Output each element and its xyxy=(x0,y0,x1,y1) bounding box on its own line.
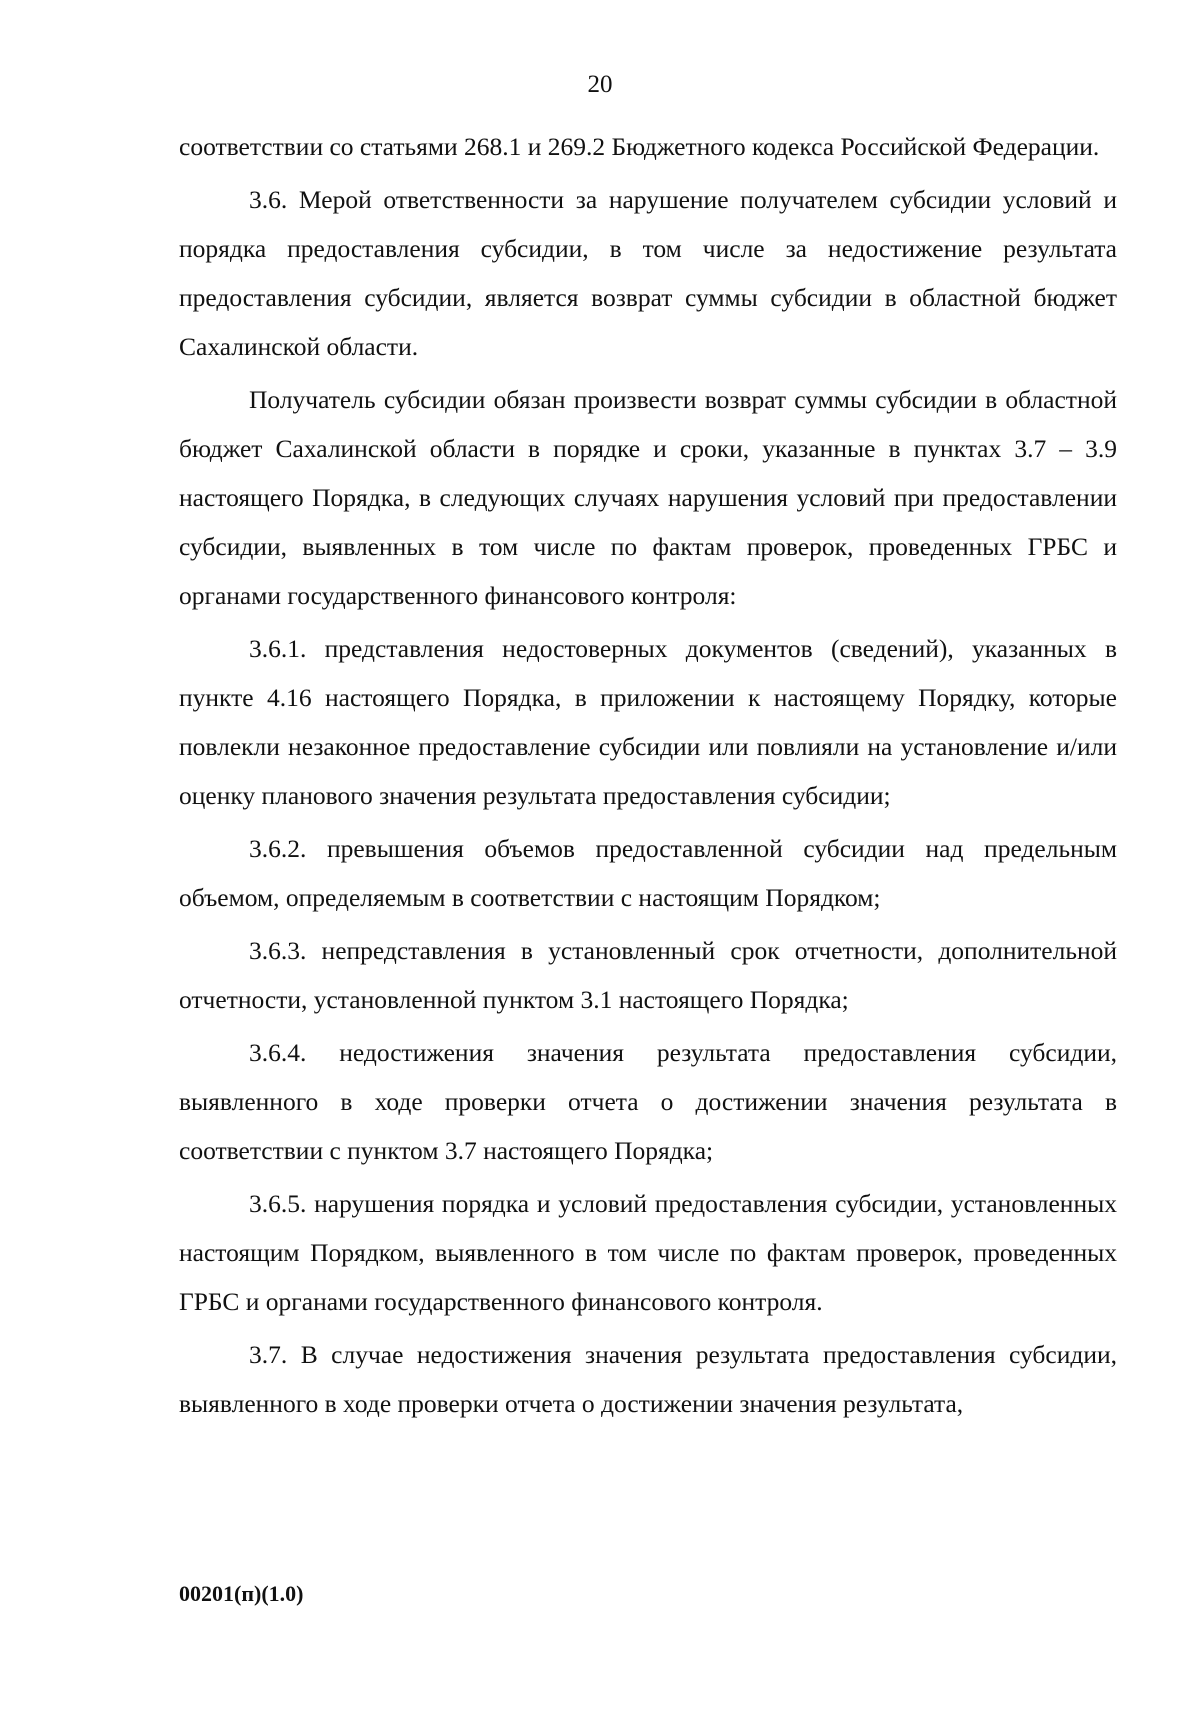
paragraph-3-6-4: 3.6.4. недостижения значения результата предоставления субсидии, выявленного в ходе проверки отчета о достижении значения результата в соответствии с пунктом 3.7 настоящего Порядка; xyxy=(179,1038,1117,1165)
paragraph-3-6: 3.6. Мерой ответственности за нарушение получателем субсидии условий и порядка предоставления субсидии, в том числе за недостижение результата предоставления субсидии, является возврат суммы субсидии в областной бюджет Сахалинской области. xyxy=(179,185,1117,361)
page-number: 20 xyxy=(587,71,613,98)
document-body xyxy=(179,122,1117,1432)
paragraph-3-6-1: 3.6.1. представления недостоверных документов (сведений), указанных в пункте 4.16 настоящего Порядка, в приложении к настоящему Порядку, которые повлекли незаконное предоставление субсидии или повлияли на установление и/или оценку планового значения результата предоставления субсидии; xyxy=(179,634,1117,810)
paragraph-3-6-3: 3.6.3. непредставления в установленный срок отчетности, дополнительной отчетности, установленной пунктом 3.1 настоящего Порядка; xyxy=(179,936,1117,1014)
document-code: 00201(п)(1.0) xyxy=(179,1581,304,1606)
paragraph-3-6-5: 3.6.5. нарушения порядка и условий предоставления субсидии, установленных настоящим Порядком, выявленного в том числе по фактам проверок, проведенных ГРБС и органами государственного финансового контроля. xyxy=(179,1189,1117,1316)
paragraph-3-6-2: 3.6.2. превышения объемов предоставленной субсидии над предельным объемом, определяемым в соответствии с настоящим Порядком; xyxy=(179,834,1117,912)
paragraph-refund-obligation: Получатель субсидии обязан произвести возврат суммы субсидии в областной бюджет Сахалинской области в порядке и сроки, указанные в пунктах 3.7 – 3.9 настоящего Порядка, в следующих случаях нарушения условий при предоставлении субсидии, выявленных в том числе по фактам проверок, проведенных ГРБС и органами государственного финансового контроля: xyxy=(179,385,1117,610)
paragraph-3-7: 3.7. В случае недостижения значения результата предоставления субсидии, выявленного в ходе проверки отчета о достижении значения результата, xyxy=(179,1340,1117,1418)
paragraph-continuation: соответствии со статьями 268.1 и 269.2 Бюджетного кодекса Российской Федерации. xyxy=(179,132,1100,161)
